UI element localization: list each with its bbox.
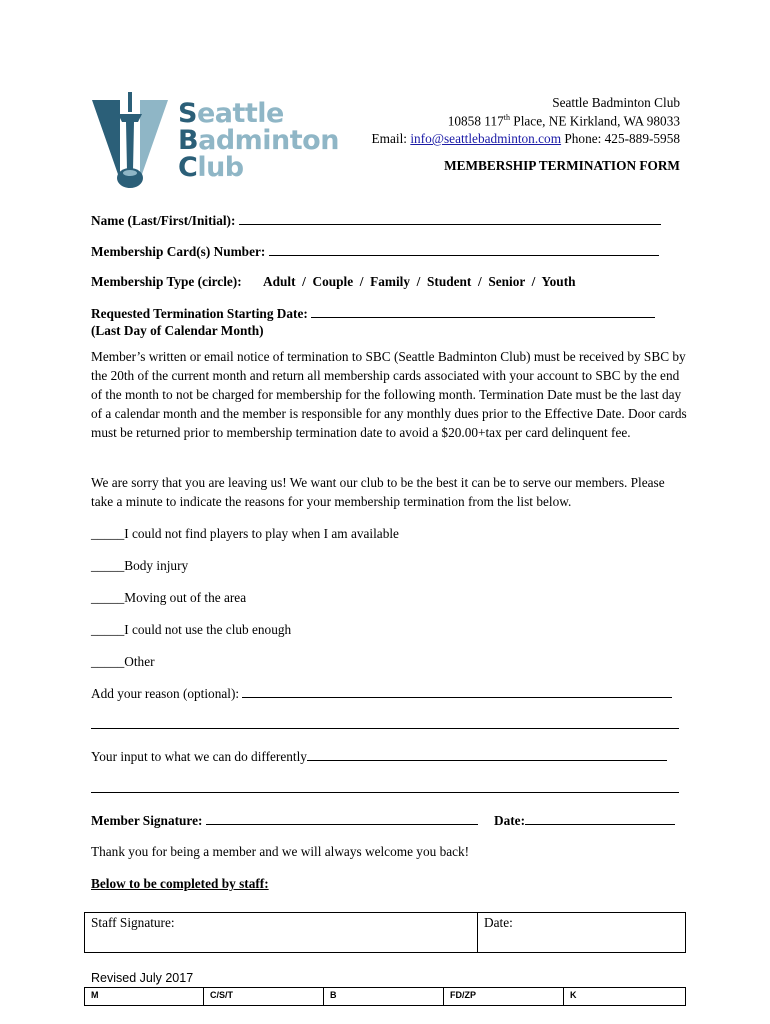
feedback-input-line[interactable]	[307, 748, 667, 761]
address-text-rest: Place, NE Kirkland, WA 98033	[509, 113, 680, 129]
reason-item[interactable]: _____I could not use the club enough	[91, 622, 292, 637]
feedback-line-2[interactable]	[91, 780, 679, 793]
member-date-label: Date:	[494, 813, 526, 828]
address-text: 10858 117	[447, 113, 504, 129]
staff-table	[84, 912, 686, 953]
member-signature-label: Member Signature:	[91, 813, 206, 828]
logo-text-line: eattle	[196, 98, 284, 129]
termination-date-field	[91, 305, 655, 322]
phone-text: Phone: 425-889-5958	[561, 131, 680, 146]
org-contact	[372, 131, 680, 147]
type-label: Membership Type (circle):	[91, 274, 242, 289]
club-logo	[90, 92, 339, 192]
type-field	[91, 274, 576, 290]
code-cell[interactable]: M	[85, 988, 204, 1006]
logo-letter: C	[178, 152, 198, 183]
reason-item[interactable]: _____Body injury	[91, 558, 189, 573]
logo-letter: B	[178, 125, 199, 156]
code-cell[interactable]: FD/ZP	[444, 988, 564, 1006]
member-signature-input-line[interactable]	[206, 812, 478, 825]
member-signature-field	[91, 812, 478, 829]
code-cell[interactable]: K	[564, 988, 686, 1006]
shuttlecock-needle-icon	[90, 92, 170, 192]
card-label: Membership Card(s) Number:	[91, 244, 266, 259]
office-codes-table	[84, 987, 686, 1006]
address-superscript: th	[503, 113, 510, 122]
email-label: Email:	[371, 131, 411, 146]
member-date-input-line[interactable]	[525, 812, 675, 825]
feedback-label: Your input to what we can do differently	[91, 749, 307, 764]
name-input-line[interactable]	[239, 212, 661, 225]
staff-date-cell[interactable]	[478, 913, 686, 953]
logo-text-line: lub	[197, 152, 244, 183]
policy-paragraph: Member’s written or email notice of termination to SBC (Seattle Badminton Club) must be received by SBC by the 20th of the current month and return all membership cards associated with your account to SBC by the end of the month to not be charged for membership for the following month. Termination Date must be the last day of a calendar month and the member is responsible for any monthly dues prior to the Effective Date. Door cards must be returned prior to membership termination date to avoid a $20.00+tax per card delinquent fee.	[91, 349, 687, 440]
org-name: Seattle Badminton Club	[552, 95, 680, 110]
code-cell[interactable]: C/S/T	[204, 988, 324, 1006]
email-link[interactable]: info@seattlebadminton.com	[410, 131, 562, 146]
logo-letter: S	[178, 98, 197, 129]
thanks-text: Thank you for being a member and we will always welcome you back!	[91, 844, 470, 859]
card-field	[91, 243, 659, 260]
name-field	[91, 212, 661, 229]
form-title: MEMBERSHIP TERMINATION FORM	[444, 158, 680, 173]
termination-date-label: Requested Termination Starting Date:	[91, 306, 308, 321]
reason-item[interactable]: _____Moving out of the area	[91, 590, 247, 605]
logo-text-line: adminton	[198, 125, 339, 156]
sorry-paragraph: We are sorry that you are leaving us! We want our club to be the best it can be to serve our members. Please take a minute to indicate the reasons for your membership termination from the list below.	[91, 475, 665, 509]
org-address	[448, 113, 680, 129]
reason-item[interactable]: _____I could not find players to play when I am available	[91, 526, 399, 541]
termination-date-input-line[interactable]	[311, 305, 655, 318]
reason-item[interactable]: _____Other	[91, 654, 155, 669]
add-reason-field	[91, 685, 672, 702]
code-cell[interactable]: B	[324, 988, 444, 1006]
staff-signature-cell[interactable]	[85, 913, 478, 953]
member-date-field	[494, 812, 675, 829]
add-reason-line-2[interactable]	[91, 716, 679, 729]
card-input-line[interactable]	[269, 243, 659, 256]
termination-date-sub: (Last Day of Calendar Month)	[91, 323, 264, 338]
add-reason-input-line[interactable]	[242, 685, 672, 698]
feedback-field	[91, 748, 667, 765]
add-reason-label: Add your reason (optional):	[91, 686, 243, 701]
staff-signature-label: Staff Signature:	[91, 915, 175, 930]
type-options[interactable]: Adult / Couple / Family / Student / Senior / Youth	[263, 274, 576, 289]
name-label: Name (Last/First/Initial):	[91, 213, 236, 228]
staff-date-label: Date:	[484, 915, 513, 930]
revised-note: Revised July 2017	[91, 971, 194, 985]
staff-heading: Below to be completed by staff:	[91, 876, 269, 891]
